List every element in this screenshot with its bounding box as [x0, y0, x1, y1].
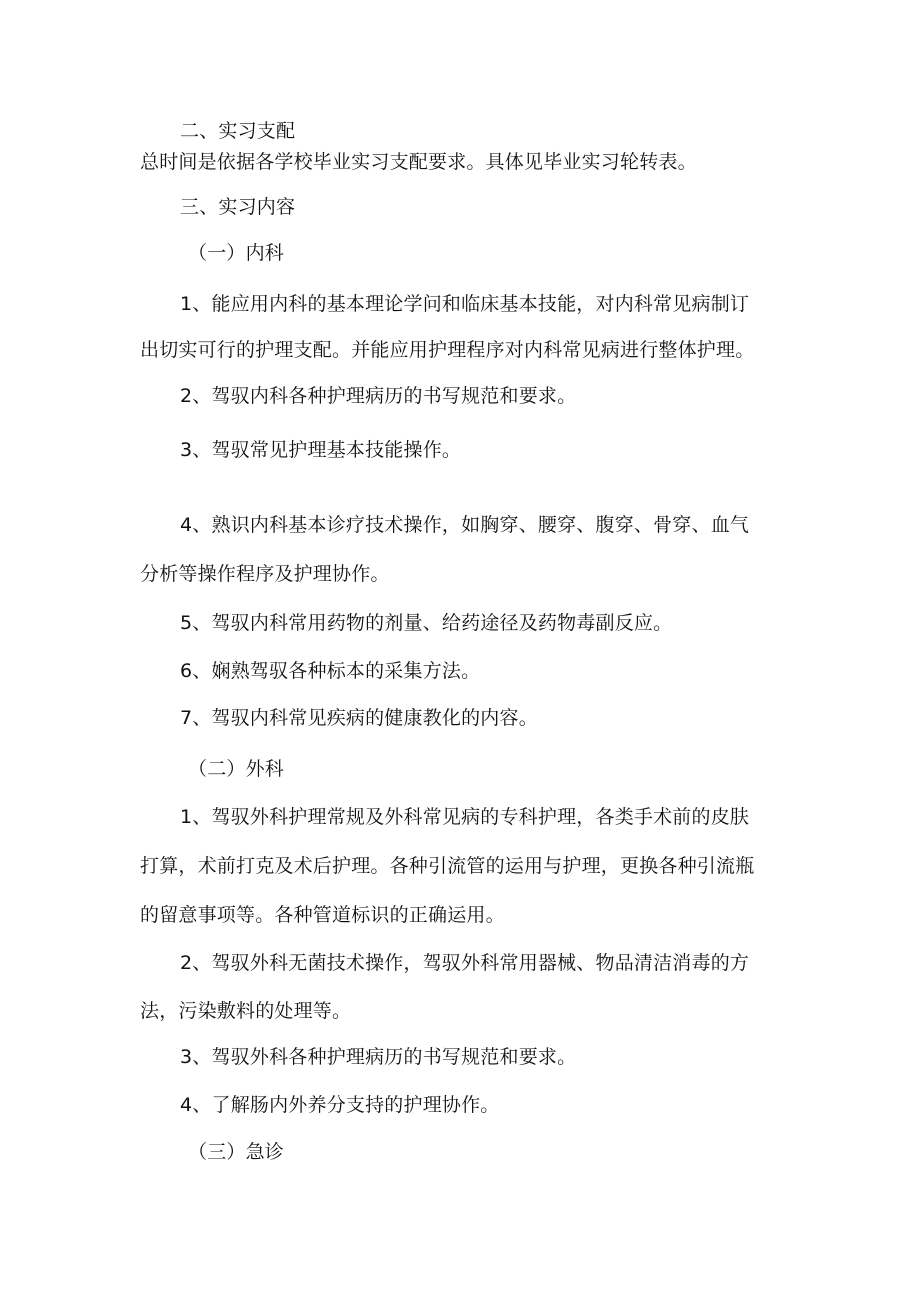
- internal-item-4-line-2: 分析等操作程序及护理协作。: [140, 563, 390, 585]
- surgery-item-1-line-3: 的留意事项等。各种管道标识的正确运用。: [140, 904, 505, 926]
- surgery-item-1-line-1: 1、驾驭外科护理常规及外科常见病的专科护理，各类手术前的皮肤: [180, 806, 750, 828]
- emergency-heading: （三）急诊: [188, 1141, 285, 1163]
- internal-item-1-line-1: 1、能应用内科的基本理论学问和临床基本技能，对内科常见病制订: [180, 293, 750, 315]
- section-3-heading: 三、实习内容: [180, 196, 296, 218]
- internal-item-4-line-1: 4、熟识内科基本诊疗技术操作，如胸穿、腰穿、腹穿、骨穿、血气: [180, 514, 750, 536]
- section-2-body: 总时间是依据各学校毕业实习支配要求。具体见毕业实习轮转表。: [140, 151, 697, 173]
- internal-item-7: 7、驾驭内科常见疾病的健康教化的内容。: [180, 707, 538, 729]
- surgery-heading: （二）外科: [188, 758, 285, 780]
- surgery-item-1-line-2: 打算，术前打克及术后护理。各种引流管的运用与护理，更换各种引流瓶: [140, 855, 755, 877]
- internal-item-6: 6、娴熟驾驭各种标本的采集方法。: [180, 660, 481, 682]
- surgery-item-2-line-1: 2、驾驭外科无菌技术操作，驾驭外科常用器械、物品清洁消毒的方: [180, 952, 750, 974]
- internal-item-5: 5、驾驭内科常用药物的剂量、给药途径及药物毒副反应。: [180, 612, 673, 634]
- internal-item-3: 3、驾驭常见护理基本技能操作。: [180, 439, 462, 461]
- internal-medicine-heading: （一）内科: [188, 242, 285, 264]
- internal-item-1-line-2: 出切实可行的护理支配。并能应用护理程序对内科常见病进行整体护理。: [140, 339, 755, 361]
- section-2-heading: 二、实习支配: [180, 120, 296, 142]
- surgery-item-4: 4、了解肠内外养分支持的护理协作。: [180, 1094, 500, 1116]
- surgery-item-2-line-2: 法，污染敷料的处理等。: [140, 1000, 352, 1022]
- internal-item-2: 2、驾驭内科各种护理病历的书写规范和要求。: [180, 385, 577, 407]
- surgery-item-3: 3、驾驭外科各种护理病历的书写规范和要求。: [180, 1046, 577, 1068]
